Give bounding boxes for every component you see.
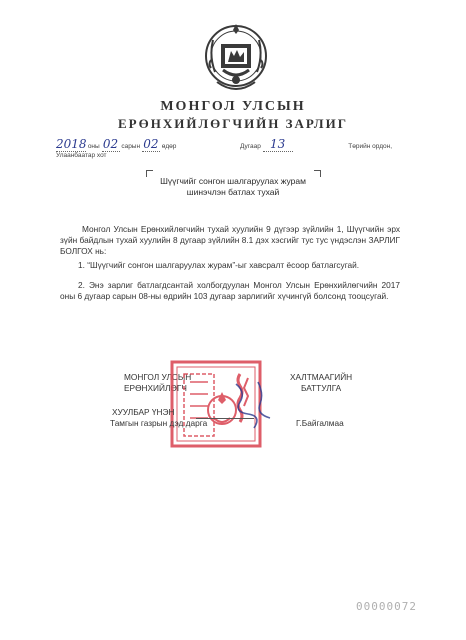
endorsement-title: Тамгын газрын дэд дарга — [110, 418, 208, 428]
decree-subject — [0, 176, 466, 198]
body-paragraph-basis: Монгол Улсын Ерөнхийлөгчийн тухай хуулийн 9 дүгээр зүйлийн 1, Шүүгчийн эрх зүйн байдлын тухай хуулийн 8 дугаар зүйлийн 8.1 дэх хэсгийг тус тус үндэслэн ЗАРЛИГ БОЛГОХ нь: — [60, 224, 400, 256]
number-label: Дугаар — [239, 143, 261, 150]
decree-header-line2: ЕРӨНХИЙЛӨГЧИЙН ЗАРЛИГ — [118, 116, 348, 131]
signatory-title-line1: МОНГОЛ УЛСЫН — [124, 372, 192, 382]
date-year: 2018 — [56, 137, 87, 151]
date-year-suffix: оны — [87, 143, 100, 150]
date-month-suffix: сарын — [121, 143, 141, 150]
endorsement-name: Г.Байгалмаа — [296, 418, 344, 428]
signatory-name — [290, 372, 352, 394]
endorsement-block — [110, 407, 207, 429]
endorsement-true-copy: ХУУЛБАР ҮНЭН — [112, 407, 175, 417]
body-paragraph-item2: 2. Энэ зарлиг батлагдсантай холбогдуулан Монгол Улсын Ерөнхийлөгчийн 2017 оны 6 дугаар сарын 08-ны өдрийн 103 дугаар зарлигийг хүчингүй болсонд тооцсугай. — [60, 280, 400, 301]
document-serial-number: 00000072 — [356, 600, 417, 613]
date-number-line — [56, 137, 426, 159]
decree-number: 13 — [263, 137, 293, 152]
place-label: Төрийн ордон, Улаанбаатар хот — [56, 143, 393, 159]
endorsement-signature-line — [196, 418, 254, 419]
signatory-name-line2: БАТТУЛГА — [300, 383, 342, 393]
signatory-name-line1: ХАЛТМААГИЙН — [290, 372, 353, 382]
body-paragraph-item1: 1. “Шүүгчийг сонгон шалгаруулах журам”-ыг хавсралт ёсоор батлагсугай. — [78, 260, 360, 270]
date-day-suffix: өдөр — [161, 143, 177, 150]
date-day: 02 — [143, 137, 159, 151]
date-month: 02 — [102, 137, 119, 151]
handwritten-signature — [228, 378, 288, 434]
subject-line1: Шүүгчийг сонгон шалгаруулах журам — [160, 176, 306, 186]
state-emblem-icon — [203, 20, 269, 94]
signatory-title-line2: ЕРӨНХИЙЛӨГЧ — [124, 383, 187, 393]
decree-header-line1: МОНГОЛ УЛСЫН — [160, 99, 306, 114]
subject-line2: шинэчлэн батлах тухай — [186, 187, 280, 197]
